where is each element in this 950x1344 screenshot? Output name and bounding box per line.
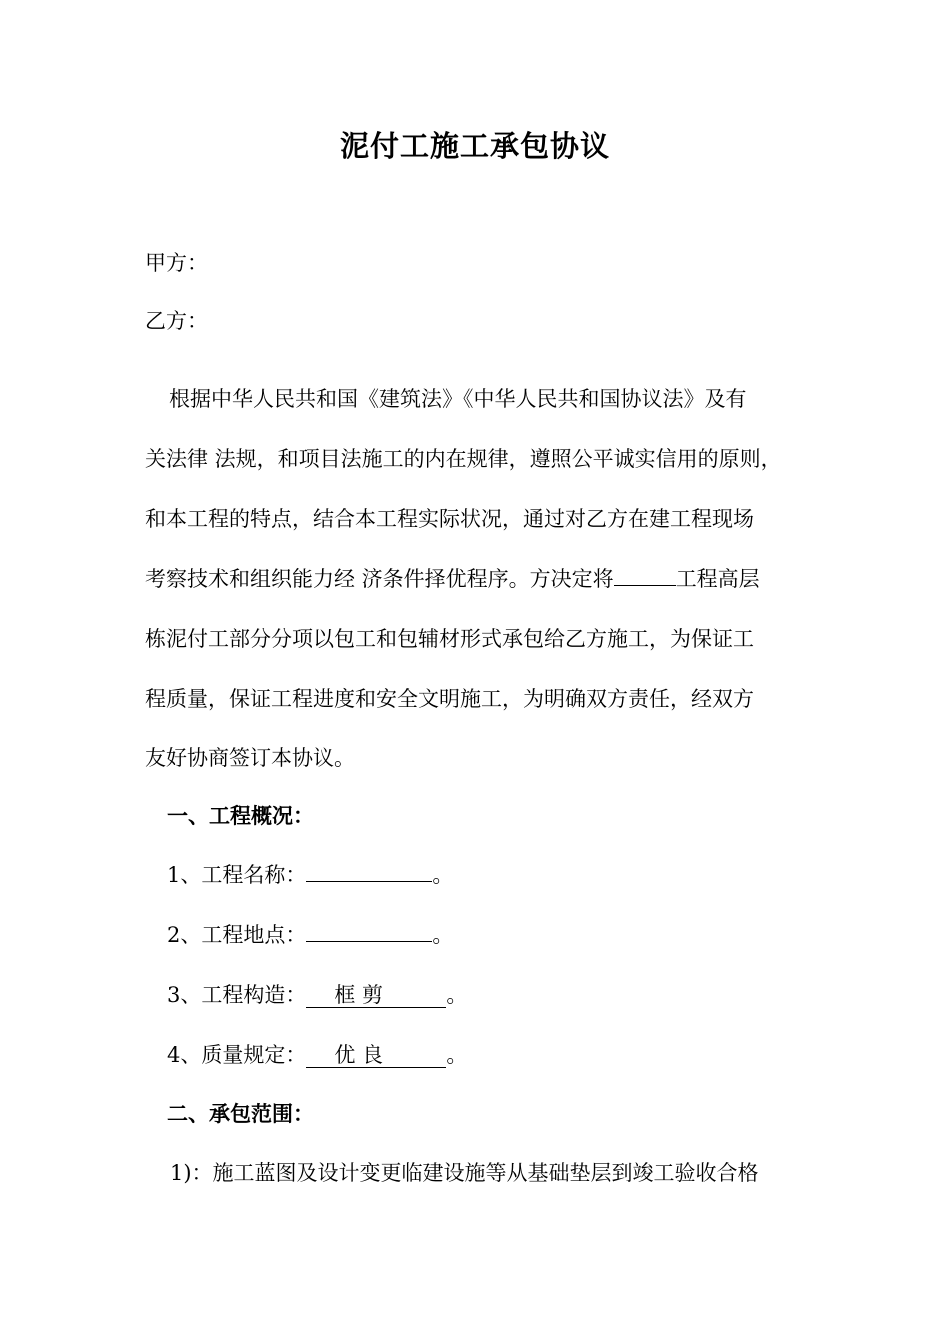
intro-line-4-tail: 工程高层: [675, 567, 760, 591]
quality-requirement-row: [167, 1040, 467, 1070]
scope-item-1: 1)：施工蓝图及设计变更临建设施等从基础垫层到竣工验收合格: [170, 1161, 759, 1185]
intro-line-4: [145, 564, 760, 594]
intro-line-3: 和本工程的特点，结合本工程实际状况，通过对乙方在建工程现场: [145, 507, 754, 531]
document-title: 泥付工施工承包协议: [339, 129, 610, 163]
project-structure-row: [167, 980, 467, 1010]
intro-line-4-text: 考察技术和组织能力经 济条件择优程序。方决定将: [145, 567, 614, 591]
intro-line-6: 程质量，保证工程进度和安全文明施工，为明确双方责任，经双方: [145, 687, 754, 711]
project-blank: [614, 585, 676, 586]
quality-requirement-end: 。: [446, 1043, 468, 1067]
intro-line-5: 栋泥付工部分分项以包工和包辅材形式承包给乙方施工，为保证工: [145, 627, 754, 651]
intro-line-2: 关法律 法规，和项目法施工的内在规律，遵照公平诚实信用的原则，: [145, 447, 782, 471]
project-location-label: 2、工程地点：: [167, 923, 307, 947]
project-name-value: [306, 881, 432, 882]
project-location-value: [306, 941, 432, 942]
project-structure-label: 3、工程构造：: [167, 983, 307, 1007]
project-name-row: [167, 860, 453, 890]
intro-line-1: 根据中华人民共和国《建筑法》《中华人民共和国协议法》及有: [169, 387, 747, 411]
project-location-row: [167, 920, 453, 950]
project-structure-value: 框 剪: [306, 983, 446, 1008]
party-a-label: 甲方：: [145, 251, 208, 275]
quality-requirement-label: 4、质量规定：: [167, 1043, 307, 1067]
section2-heading: 二、承包范围：: [167, 1101, 314, 1126]
section1-heading: 一、工程概况：: [167, 803, 314, 828]
quality-requirement-value: 优 良: [306, 1043, 446, 1068]
project-name-end: 。: [432, 863, 454, 887]
project-location-end: 。: [432, 923, 454, 947]
project-structure-end: 。: [446, 983, 468, 1007]
project-name-label: 1、工程名称：: [167, 863, 307, 887]
intro-line-7: 友好协商签订本协议。: [145, 746, 355, 770]
party-b-label: 乙方：: [145, 309, 208, 333]
